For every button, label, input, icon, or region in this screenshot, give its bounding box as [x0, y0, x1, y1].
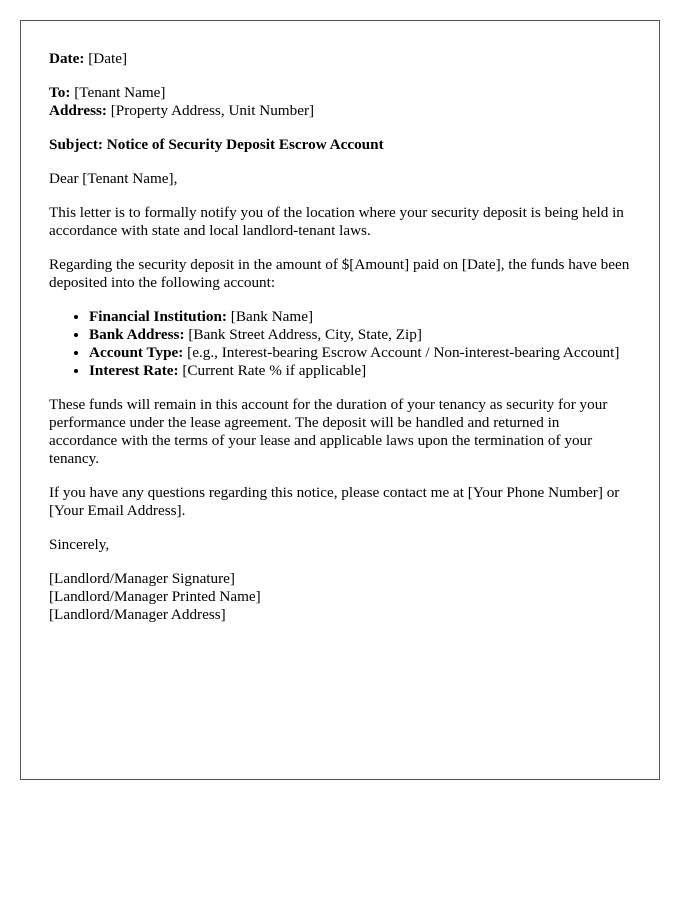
account-detail-label: Interest Rate:: [89, 362, 179, 379]
date-value: [Date]: [84, 50, 128, 67]
account-detail-value: [e.g., Interest-bearing Escrow Account / Non-interest-bearing Account]: [183, 344, 620, 361]
paragraph-contact: If you have any questions regarding this notice, please contact me at [Your Phone Number] or [Your Email Address].: [49, 484, 620, 519]
address-label: Address:: [49, 102, 107, 119]
address-line: [49, 102, 631, 120]
to-label: To:: [49, 84, 71, 101]
date-line: [49, 50, 631, 68]
to-line: [49, 84, 631, 102]
closing: Sincerely,: [49, 536, 110, 553]
account-detail-institution: [89, 308, 631, 326]
subject-line: Subject: Notice of Security Deposit Escrow Account: [49, 136, 384, 153]
account-detail-type: [89, 344, 631, 362]
account-detail-label: Financial Institution:: [89, 308, 227, 325]
account-detail-value: [Bank Name]: [226, 308, 314, 325]
letter-document: [20, 20, 660, 780]
to-value: [Tenant Name]: [70, 84, 166, 101]
signature-block: [49, 570, 631, 624]
date-label: Date:: [49, 50, 85, 67]
account-detail-label: Bank Address:: [89, 326, 185, 343]
account-detail-interest-rate: [89, 362, 631, 380]
address-value: [Property Address, Unit Number]: [106, 102, 315, 119]
account-detail-label: Account Type:: [89, 344, 184, 361]
paragraph-duration: These funds will remain in this account for the duration of your tenancy as security for your performance under the lease agreement. The deposit will be handled and returned in accordance with the terms of your lease and applicable laws upon the termination of your tenancy.: [49, 396, 608, 467]
landlord-address-line: [Landlord/Manager Address]: [49, 606, 226, 623]
salutation: Dear [Tenant Name],: [49, 170, 178, 187]
account-detail-value: [Bank Street Address, City, State, Zip]: [184, 326, 422, 343]
paragraph-deposit: Regarding the security deposit in the amount of $[Amount] paid on [Date], the funds have been deposited into the following account:: [49, 256, 630, 291]
paragraph-intro: This letter is to formally notify you of the location where your security deposit is being held in accordance with state and local landlord-tenant laws.: [49, 204, 624, 239]
account-detail-bank-address: [89, 326, 631, 344]
printed-name-line: [Landlord/Manager Printed Name]: [49, 588, 261, 605]
signature-line: [Landlord/Manager Signature]: [49, 570, 235, 587]
account-details-list: [49, 308, 631, 380]
recipient-block: [49, 84, 631, 120]
account-detail-value: [Current Rate % if applicable]: [178, 362, 367, 379]
